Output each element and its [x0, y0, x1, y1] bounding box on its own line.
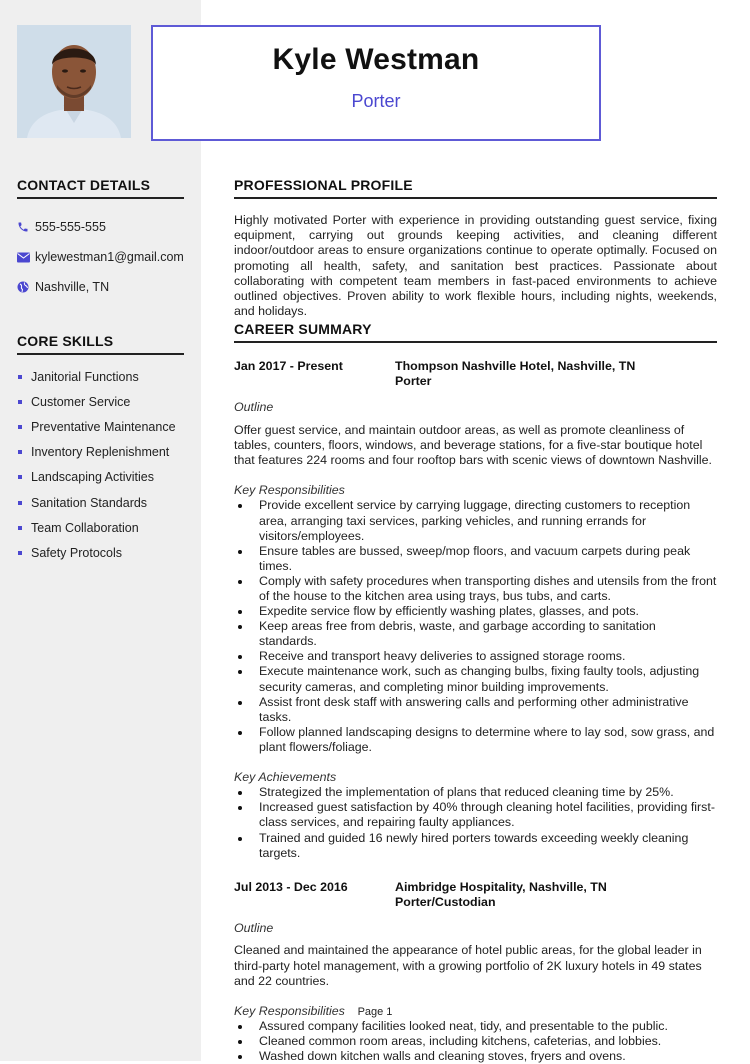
- job-outline: Offer guest service, and maintain outdoor areas, as well as promote cleanliness of tables, counters, floors, windows, and beverage stations, for a five-star boutique hotel that features 224 rooms and four rooftop bars with scenic views of downtown Nashville.: [234, 422, 712, 468]
- list-item: Provide excellent service by carrying luggage, directing customers to reception area, arranging taxi services, parking vehicles, and running errands for visitors/employees.: [234, 498, 717, 543]
- bullet-square-icon: [18, 501, 22, 505]
- list-item: Expedite service flow by efficiently washing plates, glasses, and pots.: [234, 604, 717, 619]
- skills-title: CORE SKILLS: [17, 333, 184, 355]
- skills-section: [17, 333, 184, 566]
- outline-label: Outline: [234, 400, 274, 415]
- job-dates: Jan 2017 - Present: [234, 359, 343, 373]
- list-item: Assured company facilities looked neat, tidy, and presentable to the public.: [234, 1019, 717, 1034]
- globe-icon: [17, 281, 35, 293]
- list-item: Assist front desk staff with answering calls and performing other administrative tasks.: [234, 695, 717, 725]
- career-section: [234, 321, 717, 1064]
- profile-title: PROFESSIONAL PROFILE: [234, 177, 717, 199]
- contact-location: [17, 272, 184, 302]
- list-item: Increased guest satisfaction by 40% through cleaning hotel facilities, providing first-class services, and repairing faulty appliances.: [234, 800, 717, 830]
- phone-icon: [17, 221, 35, 233]
- contact-phone: [17, 212, 184, 242]
- bullet-square-icon: [18, 425, 22, 429]
- bullet-square-icon: [18, 450, 22, 454]
- job-position: Porter/Custodian: [395, 894, 496, 909]
- bullet-square-icon: [18, 551, 22, 555]
- contact-title: CONTACT DETAILS: [17, 177, 184, 199]
- skill-item: Safety Protocols: [17, 540, 184, 565]
- candidate-role: Porter: [351, 91, 401, 111]
- list-item: Receive and transport heavy deliveries to assigned storage rooms.: [234, 649, 717, 664]
- phone-text[interactable]: 555-555-555: [35, 220, 106, 234]
- job-outline: Cleaned and maintained the appearance of hotel public areas, for the global leader in third-party hotel management, with a growing portfolio of 2K luxury hotels in 49 states and 22 countries.: [234, 943, 702, 988]
- job-dates: Jul 2013 - Dec 2016: [234, 879, 348, 894]
- bullet-square-icon: [18, 375, 22, 379]
- list-item: Trained and guided 16 newly hired porters towards exceeding weekly cleaning targets.: [234, 831, 717, 861]
- responsibilities-label: Key Responsibilities: [234, 1003, 345, 1018]
- bullet-square-icon: [18, 475, 22, 479]
- achievements-list: [234, 785, 717, 860]
- name-header-box: [151, 25, 601, 141]
- skill-item: Janitorial Functions: [17, 364, 184, 389]
- skill-item: Sanitation Standards: [17, 490, 184, 515]
- list-item: Comply with safety procedures when transporting dishes and utensils from the front of the house to the kitchen area using trays, bus tubs, and carts.: [234, 574, 717, 604]
- portrait-image: [17, 25, 131, 138]
- list-item: Strategized the implementation of plans that reduced cleaning time by 25%.: [234, 785, 717, 800]
- contact-section: [17, 177, 184, 302]
- bullet-square-icon: [18, 400, 22, 404]
- bullet-square-icon: [18, 526, 22, 530]
- email-text[interactable]: kylewestman1@gmail.com: [35, 250, 184, 264]
- profile-section: [234, 177, 717, 319]
- job-company: Aimbridge Hospitality, Nashville, TN: [395, 879, 607, 894]
- responsibilities-list: [234, 498, 717, 755]
- job-position: Porter: [395, 374, 432, 389]
- list-item: Execute maintenance work, such as changing bulbs, fixing faulty tools, adjusting security cameras, and completing minor building improvements.: [234, 664, 717, 694]
- page-number: Page 1: [357, 1006, 393, 1018]
- career-title: CAREER SUMMARY: [234, 321, 717, 343]
- candidate-name: Kyle Westman: [272, 43, 480, 76]
- list-item: Keep areas free from debris, waste, and garbage according to sanitation standards.: [234, 619, 717, 649]
- skill-item: Landscaping Activities: [17, 465, 184, 490]
- outline-label: Outline: [234, 921, 274, 936]
- job-header: [234, 880, 717, 910]
- profile-text: Highly motivated Porter with experience in providing outstanding guest service, fixing equipment, carrying out grounds keeping activities, and cleaning different indoor/outdoor areas to ensure organizations continue to operate optimally. Focused on promoting all health, safety, and sanitation best practices. Passionate about collaborating with competent team members in fast-paced environments to achieve outlined objectives. Proven ability to work flexible hours, including nights, weekends, and holidays.: [234, 213, 717, 319]
- job-header: [234, 359, 717, 389]
- list-item: Follow planned landscaping designs to determine where to lay sod, sow grass, and plant flowers/foliage.: [234, 725, 717, 755]
- envelope-icon: [17, 252, 35, 263]
- list-item: Ensure tables are bussed, sweep/mop floors, and vacuum carpets during peak times.: [234, 544, 717, 574]
- skill-item: Inventory Replenishment: [17, 440, 184, 465]
- skill-item: Preventative Maintenance: [17, 414, 184, 439]
- list-item: Washed down kitchen walls and cleaning stoves, fryers and ovens.: [234, 1049, 717, 1064]
- contact-email: [17, 242, 184, 272]
- responsibilities-list: [234, 1019, 717, 1064]
- skill-item: Team Collaboration: [17, 515, 184, 540]
- job-company: Thompson Nashville Hotel, Nashville, TN: [395, 359, 636, 373]
- location-text: Nashville, TN: [35, 280, 110, 294]
- skill-item: Customer Service: [17, 389, 184, 414]
- responsibilities-label: Key Responsibilities: [234, 483, 345, 498]
- list-item: Cleaned common room areas, including kitchens, cafeterias, and lobbies.: [234, 1034, 717, 1049]
- profile-photo: [17, 25, 131, 138]
- achievements-label: Key Achievements: [234, 770, 337, 785]
